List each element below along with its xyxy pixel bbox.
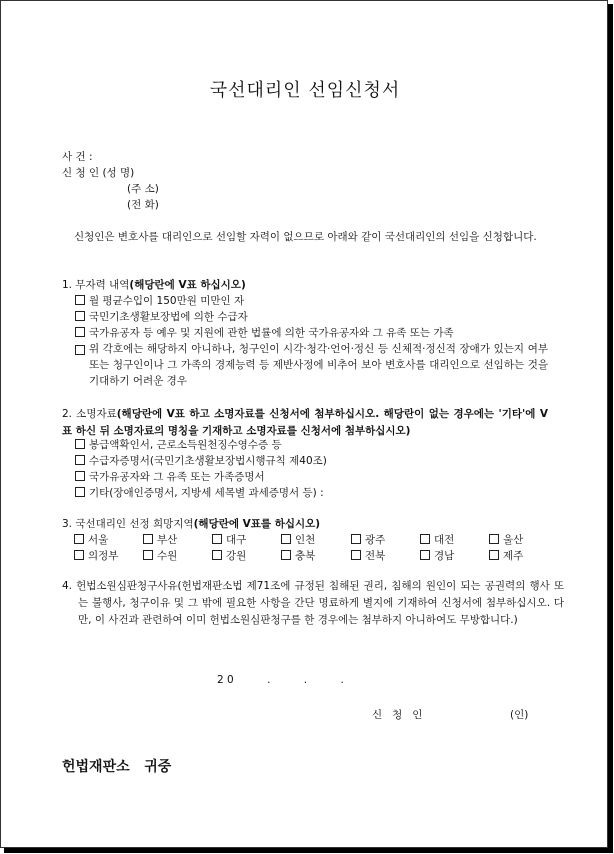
page-shadow-right — [608, 4, 613, 853]
region-gyeongnam[interactable] — [420, 548, 454, 564]
section1-heading — [62, 277, 246, 293]
region-jeju[interactable] — [489, 548, 523, 564]
region-gwangju[interactable] — [351, 532, 385, 548]
document-title: 국선대리인 선임신청서 — [209, 80, 401, 101]
checkbox[interactable] — [489, 550, 499, 560]
section1-item-1[interactable] — [75, 293, 244, 309]
section1-item-3[interactable] — [75, 325, 454, 341]
region-gangwon[interactable] — [212, 548, 246, 564]
applicant-phone-label: (전 화) — [127, 199, 159, 211]
item-label: 수급자증명서(국민기초생활보장법시행규칙 제40조) — [89, 455, 327, 467]
case-label: 사 건 : — [62, 151, 93, 163]
section2-item-4[interactable] — [75, 485, 324, 501]
region-label: 경남 — [434, 550, 455, 562]
region-label: 전북 — [365, 550, 386, 562]
section1-heading-note: (해당란에 V표 하십시오) — [129, 279, 246, 291]
region-label: 의정부 — [88, 550, 119, 562]
checkbox[interactable] — [420, 534, 430, 544]
region-label: 부산 — [157, 534, 178, 546]
checkbox[interactable] — [143, 550, 153, 560]
item-label: 국민기초생활보장법에 의한 수급자 — [89, 311, 248, 323]
checkbox[interactable] — [143, 534, 153, 544]
item-label: 월 평균수입이 150만원 미만인 자 — [89, 295, 245, 307]
item-label: 기타(장애인증명서, 지방세 세목별 과세증명서 등) : — [89, 487, 324, 499]
section3-heading-note: (해당란에 V표를 하십시오) — [193, 518, 321, 530]
section1-item-2[interactable] — [75, 309, 248, 325]
court-addressee: 헌법재판소 귀중 — [62, 759, 172, 775]
item-label: 국가유공자 등 예우 및 지원에 관한 법률에 의한 국가유공자와 그 유족 또는 가족 — [89, 327, 454, 339]
region-suwon[interactable] — [143, 548, 177, 564]
checkbox[interactable] — [75, 487, 85, 497]
checkbox[interactable] — [75, 295, 85, 305]
item-label: 위 각호에는 해당하지 아니하나, 청구인이 시각·청각·언어·정신 등 신체적·정신적 장애가 있는지 여부 또는 청구인이나 그 가족의 경제능력 등 제반사정에 비추어 보아 변호사를 대리인으로 선임하는 것을 기대하기 어려운 경우 — [89, 343, 548, 387]
region-busan[interactable] — [143, 532, 177, 548]
checkbox[interactable] — [212, 550, 222, 560]
checkbox[interactable] — [75, 345, 85, 355]
checkbox[interactable] — [281, 550, 291, 560]
checkbox[interactable] — [489, 534, 499, 544]
checkbox[interactable] — [351, 550, 361, 560]
section2-item-2[interactable] — [75, 453, 327, 469]
section4-paragraph: 4. 헌법소원심판청구사유(헌법재판소법 제71조에 규정된 침해된 권리, 침해의 원인이 되는 공권력의 행사 또는 불행사, 청구이유 및 그 밖에 필요한 사항을 간단 명료하게 별지에 기재하여 신청서에 첨부하십시오. 다만, 이 사건과 관련하여 이미 헌법소원심판청구를 한 경우에는 첨부하지 아니하여도 무방합니다.) — [62, 580, 564, 626]
checkbox[interactable] — [212, 534, 222, 544]
item-label: 봉급액확인서, 근로소득원천징수영수증 등 — [89, 439, 282, 451]
seal-mark: (인) — [510, 709, 529, 721]
section2-heading-note: (해당란에 V표 하고 소명자료를 신청서에 첨부하십시오. 해당란이 없는 경우에는 '기타'에 V표 하신 뒤 소명자료의 명칭을 기재하고 소명자료를 신청서에 첨부하십시오) — [62, 408, 548, 437]
applicant-name-label: 신 청 인 (성 명) — [62, 167, 135, 179]
checkbox[interactable] — [75, 327, 85, 337]
region-uijeongbu[interactable] — [74, 548, 118, 564]
section2-item-3[interactable] — [75, 469, 265, 485]
region-seoul[interactable] — [74, 532, 108, 548]
section1-heading-text: 1. 무자력 내역 — [62, 279, 130, 291]
applicant-address-label: (주 소) — [127, 183, 159, 195]
region-jeonbuk[interactable] — [351, 548, 385, 564]
checkbox[interactable] — [420, 550, 430, 560]
region-incheon[interactable] — [281, 532, 315, 548]
checkbox[interactable] — [74, 550, 84, 560]
region-label: 대구 — [226, 534, 247, 546]
section2-item-1[interactable] — [75, 437, 282, 453]
applicant-signature-label: 신 청 인 — [372, 709, 423, 721]
checkbox[interactable] — [74, 534, 84, 544]
region-label: 광주 — [365, 534, 386, 546]
region-label: 강원 — [226, 550, 247, 562]
region-daegu[interactable] — [212, 532, 246, 548]
checkbox[interactable] — [75, 471, 85, 481]
page-shadow-bottom — [4, 848, 613, 853]
section1-item-4[interactable] — [75, 341, 548, 389]
region-label: 제주 — [503, 550, 524, 562]
section3-heading-text: 3. 국선대리인 선정 희망지역 — [62, 518, 194, 530]
date-line: 2 0 . . . — [217, 674, 344, 686]
region-label: 수원 — [157, 550, 178, 562]
region-label: 울산 — [503, 534, 524, 546]
intro-paragraph: 신청인은 변호사를 대리인으로 선임할 자력이 없으므로 아래와 같이 국선대리인의 선임을 신청합니다. — [74, 231, 537, 243]
region-daejeon[interactable] — [420, 532, 454, 548]
region-chungbuk[interactable] — [281, 548, 315, 564]
region-label: 충북 — [295, 550, 316, 562]
region-label: 대전 — [434, 534, 455, 546]
checkbox[interactable] — [75, 455, 85, 465]
checkbox[interactable] — [351, 534, 361, 544]
checkbox[interactable] — [281, 534, 291, 544]
section3-heading — [62, 516, 320, 532]
region-label: 서울 — [88, 534, 109, 546]
item-label: 국가유공자와 그 유족 또는 가족증명서 — [89, 471, 265, 483]
region-ulsan[interactable] — [489, 532, 523, 548]
checkbox[interactable] — [75, 311, 85, 321]
section2-heading-text: 2. 소명자료 — [62, 408, 117, 420]
region-label: 인천 — [295, 534, 316, 546]
checkbox[interactable] — [75, 439, 85, 449]
section2-heading — [62, 406, 548, 439]
